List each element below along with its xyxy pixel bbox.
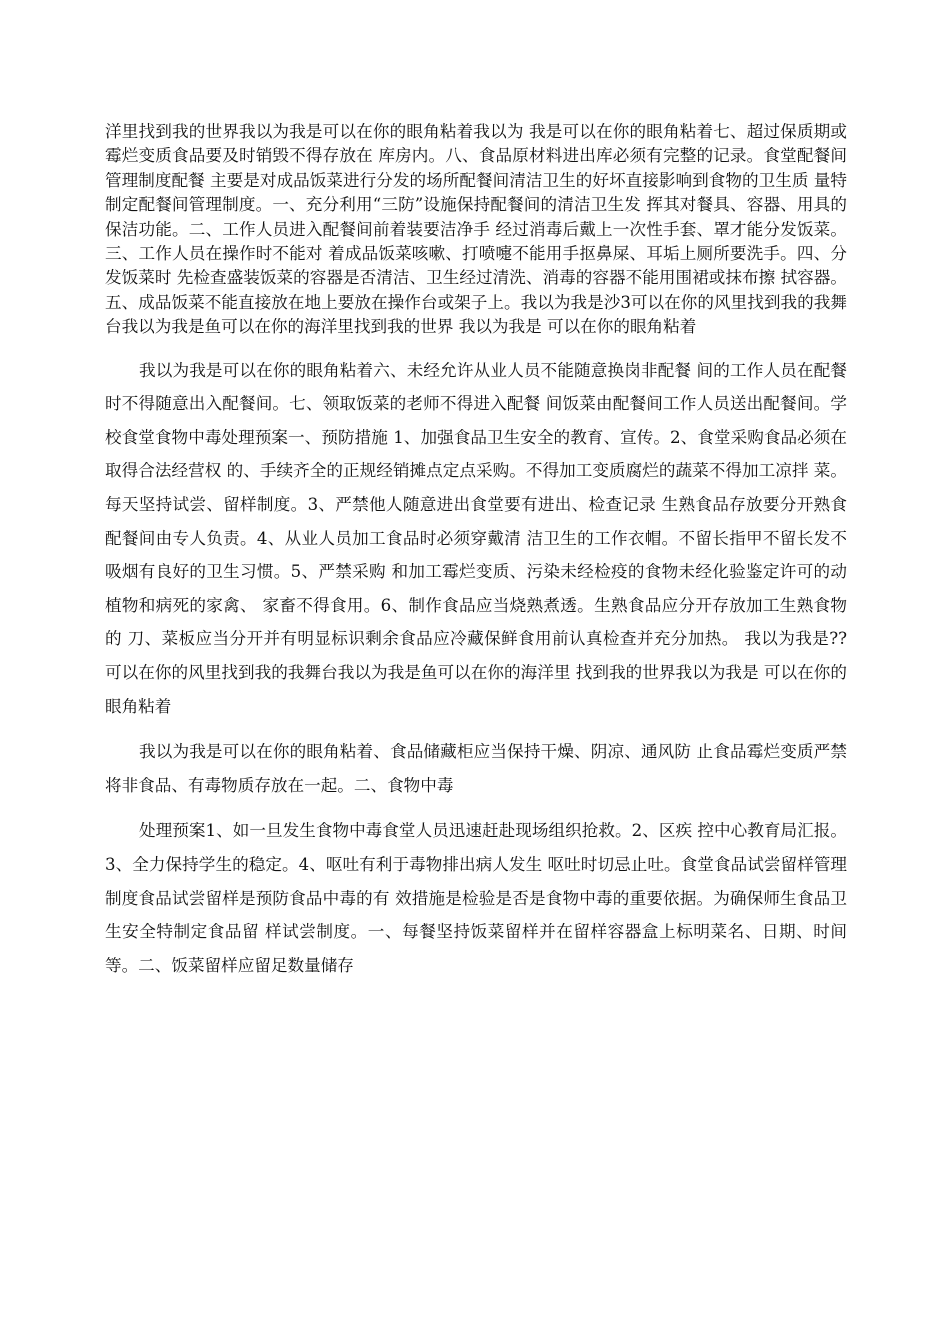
paragraph-4: 处理预案1、如一旦发生食物中毒食堂人员迅速赶赴现场组织抢救。2、区疾 控中心教育局汇报。3、全力保持学生的稳定。4、呕吐有利于毒物排出病人发生 呕吐时切忌止吐。食堂食品试尝留样管理制度食品试尝留样是预防食品中毒的有 效措施是检验是否是食物中毒的重要依据。为确保师生食品卫生安全特制定食品留 样试尝制度。一、每餐坚持饭菜留样并在留样容器盒上标明菜名、日期、时间 等。二、饭菜留样应留足数量储存 <box>105 821 847 975</box>
paragraph-1: 洋里找到我的世界我以为我是可以在你的眼角粘着我以为 我是可以在你的眼角粘着七、超过保质期或霉烂变质食品要及时销毁不得存放在 库房内。八、食品原材料进出库必须有完整的记录。食堂配餐间管理制度配餐 主要是对成品饭菜进行分发的场所配餐间清洁卫生的好坏直接影响到食物的卫生质 量特制定配餐间管理制度。一、充分利用“三防”设施保持配餐间的清洁卫生发 挥其对餐具、容器、用具的保洁功能。二、工作人员进入配餐间前着装要洁净手 经过消毒后戴上一次性手套、罩才能分发饭菜。三、工作人员在操作时不能对 着成品饭菜咳嗽、打喷嚏不能用手抠鼻屎、耳垢上厕所要洗手。四、分发饭菜时 先检查盛装饭菜的容器是否清洁、卫生经过清洗、消毒的容器不能用围裙或抹布擦 拭容器。五、成品饭菜不能直接放在地上要放在操作台或架子上。我以为我是沙3可以在你的风里找到我的我舞台我以为我是鱼可以在你的海洋里找到我的世界 我以为我是 可以在你的眼角粘着 <box>105 122 847 337</box>
document-page <box>105 120 847 982</box>
paragraph-2: 我以为我是可以在你的眼角粘着六、未经允许从业人员不能随意换岗非配餐 间的工作人员在配餐时不得随意出入配餐间。七、领取饭菜的老师不得进入配餐 间饭菜由配餐间工作人员送出配餐间。学校食堂食物中毒处理预案一、预防措施 1、加强食品卫生安全的教育、宣传。2、食堂采购食品必须在取得合法经营权 的、手续齐全的正规经销摊点定点采购。不得加工变质腐烂的蔬菜不得加工凉拌 菜。每天坚持试尝、留样制度。3、严禁他人随意进出食堂要有进出、检查记录 生熟食品存放要分开熟食配餐间由专人负责。4、从业人员加工食品时必须穿戴清 洁卫生的工作衣帽。不留长指甲不留长发不吸烟有良好的卫生习惯。5、严禁采购 和加工霉烂变质、污染未经检疫的食物未经化验鉴定许可的动植物和病死的家禽、 家畜不得食用。6、制作食品应当烧熟煮透。生熟食品应分开存放加工生熟食物的 刀、菜板应当分开并有明显标识剩余食品应冷藏保鲜食用前认真检查并充分加热。 我以为我是?? 可以在你的风里找到我的我舞台我以为我是鱼可以在你的海洋里 找到我的世界我以为我是 可以在你的眼角粘着 <box>105 360 847 716</box>
paragraph-3: 我以为我是可以在你的眼角粘着、食品储藏柜应当保持干燥、阴凉、通风防 止食品霉烂变质严禁将非食品、有毒物质存放在一起。二、食物中毒 <box>105 742 847 795</box>
